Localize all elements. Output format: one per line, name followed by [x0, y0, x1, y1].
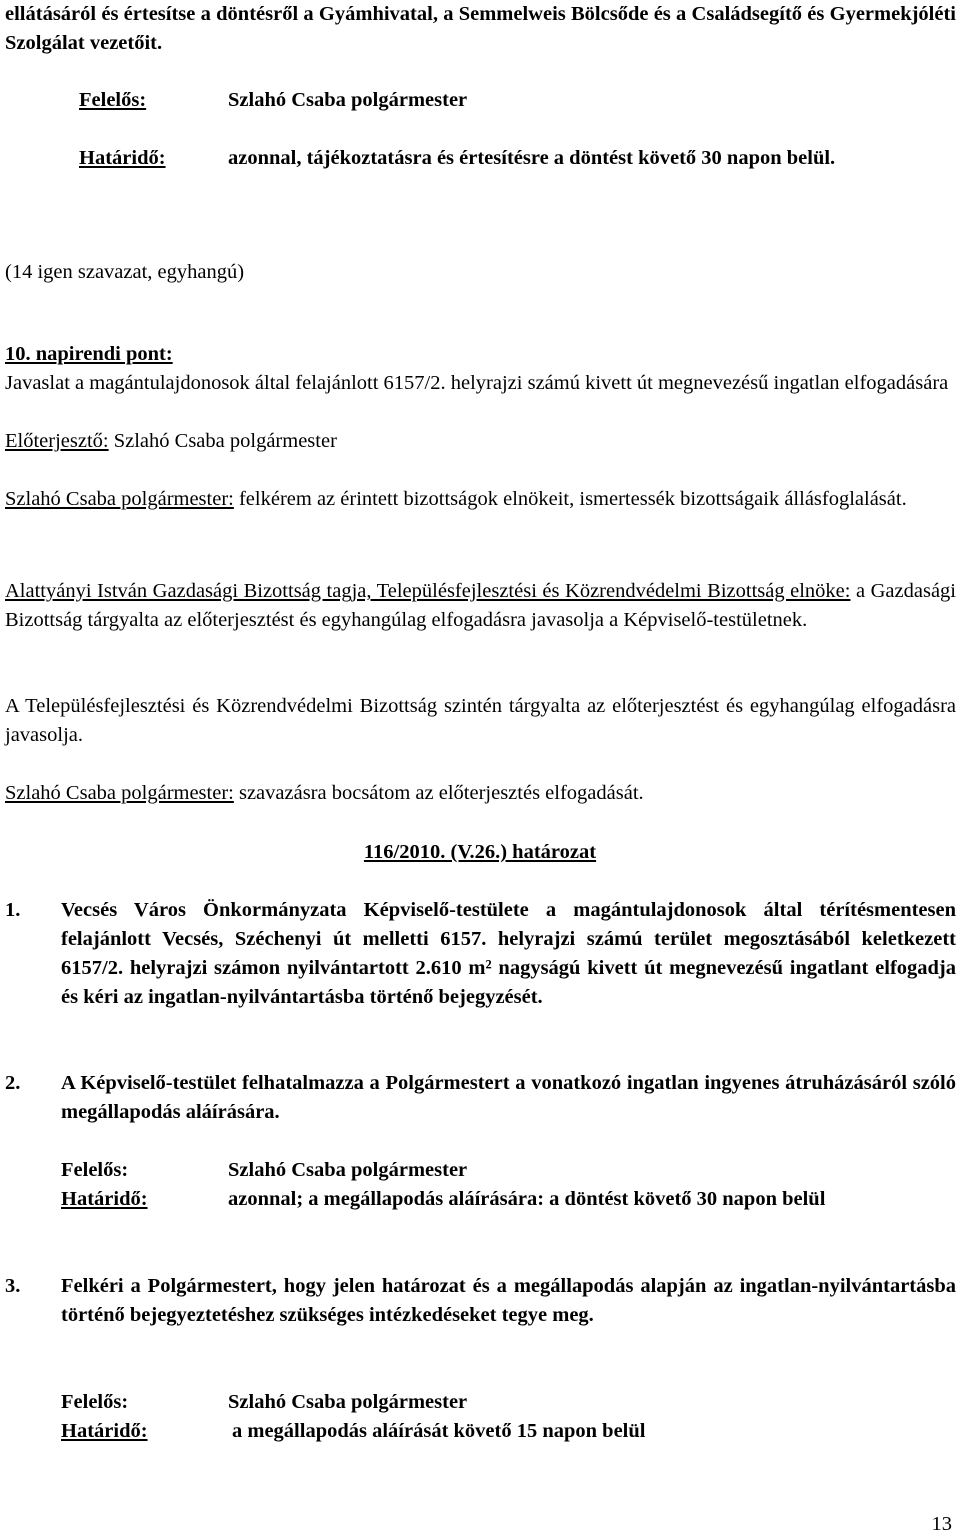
- presenter-line: [5, 427, 337, 456]
- minutes-paragraph-3: A Településfejlesztési és Közrendvédelmi Bizottság szintén tárgyalta az előterjesztést és egyhangúlag elfogadásra javasolja.: [5, 695, 956, 746]
- responsible-label: Felelős:: [61, 1159, 129, 1181]
- resolution-item-number: 1.: [5, 899, 21, 921]
- continuation-paragraph: ellátásáról és értesítse a döntésről a Gyámhivatal, a Semmelweis Bölcsőde és a Családsegítő és Gyermekjóléti Szolgálat vezetőit.: [5, 3, 956, 54]
- speaker-name: Szlahó Csaba polgármester:: [5, 782, 234, 804]
- resolution-item-text: Felkéri a Polgármestert, hogy jelen határozat és a megállapodás alapján az ingatlan-nyilvántartásba történő bejegyeztetéshez szükséges intézkedéseket tegye meg.: [61, 1275, 956, 1326]
- responsible-label: Felelős:: [61, 1391, 129, 1413]
- speech-text: a Gazdasági Bizottság tárgyalta az előterjesztést és egyhangúlag elfogadásra javasolja a Képviselő-testületnek.: [5, 580, 956, 631]
- resolution-title: 116/2010. (V.26.) határozat: [363, 841, 597, 863]
- resolution-item-number: 2.: [5, 1072, 21, 1094]
- deadline-value: azonnal, tájékoztatásra és értesítésre a döntést követő 30 napon belül.: [228, 147, 836, 169]
- vote-result: (14 igen szavazat, egyhangú): [5, 261, 245, 283]
- deadline-label: Határidő:: [61, 1420, 148, 1442]
- deadline-value: a megállapodás aláírását követő 15 napon belül: [232, 1420, 646, 1442]
- page-number: 13: [931, 1513, 952, 1535]
- speech-text: felkérem az érintett bizottságok elnökeit, ismertessék bizottságaik állásfoglalását.: [233, 488, 907, 510]
- responsible-value: Szlahó Csaba polgármester: [228, 89, 468, 111]
- resolution-item-number: 3.: [5, 1275, 21, 1297]
- agenda-title: Javaslat a magántulajdonosok által felajánlott 6157/2. helyrajzi számú kivett út megnevezésű ingatlan elfogadására: [5, 372, 949, 394]
- speaker-name: Szlahó Csaba polgármester:: [5, 488, 234, 510]
- deadline-value: azonnal; a megállapodás aláírására: a döntést követő 30 napon belül: [228, 1188, 826, 1210]
- resolution-item-text: A Képviselő-testület felhatalmazza a Polgármestert a vonatkozó ingatlan ingyenes átruházásáról szóló megállapodás aláírására.: [61, 1072, 956, 1123]
- minutes-paragraph-4: [5, 779, 956, 808]
- speaker-name: Alattyányi István Gazdasági Bizottság tagja, Településfejlesztési és Közrendvédelmi Bizottság elnöke:: [5, 580, 851, 602]
- speech-text: szavazásra bocsátom az előterjesztés elfogadását.: [233, 782, 644, 804]
- presenter-name: Szlahó Csaba polgármester: [108, 430, 337, 452]
- minutes-paragraph-1: [5, 485, 956, 514]
- agenda-heading: 10. napirendi pont:: [5, 343, 173, 365]
- responsible-value: Szlahó Csaba polgármester: [228, 1159, 468, 1181]
- presenter-label: Előterjesztő:: [5, 430, 109, 452]
- minutes-paragraph-2: [5, 577, 956, 635]
- resolution-item-text: Vecsés Város Önkormányzata Képviselő-testülete a magántulajdonosok által térítésmentesen felajánlott Vecsés, Széchenyi út melletti 6157. helyrajzi számú terület megosztásából keletkezett 6157/2. helyrajzi számon nyilvántartott 2.610 m² nagyságú kivett út megnevezésű ingatlant elfogadja és kéri az ingatlan-nyilvántartásba történő bejegyzését.: [61, 899, 956, 1008]
- deadline-label: Határidő:: [79, 147, 166, 169]
- deadline-label: Határidő:: [61, 1188, 148, 1210]
- responsible-value: Szlahó Csaba polgármester: [228, 1391, 468, 1413]
- responsible-label: Felelős:: [79, 89, 147, 111]
